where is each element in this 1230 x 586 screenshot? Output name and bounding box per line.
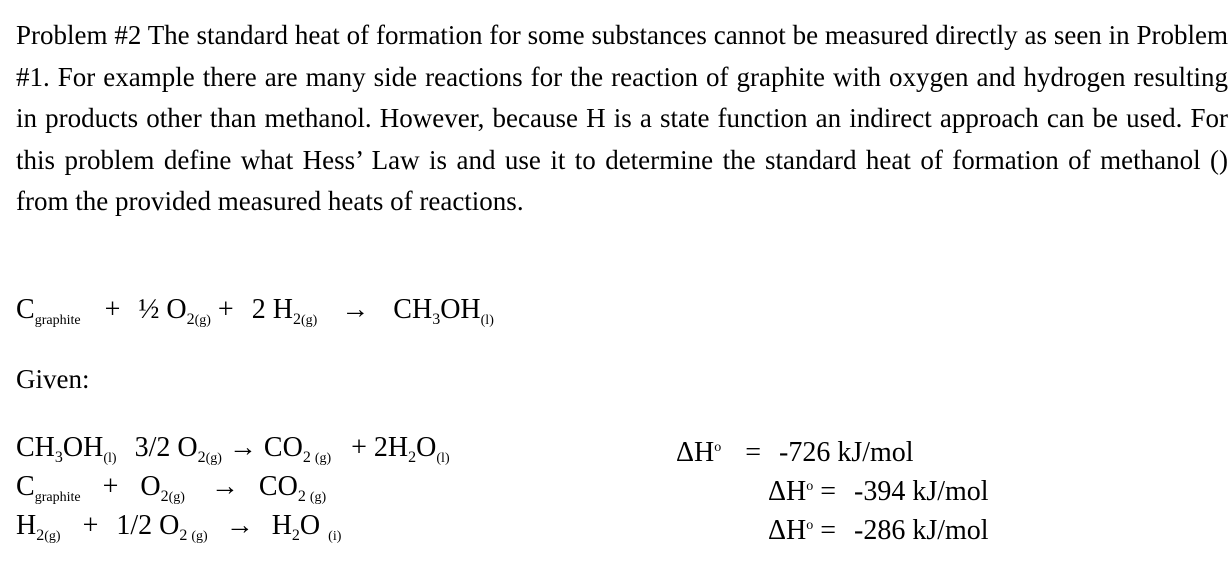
methanol-subscript: 3 [54, 449, 63, 466]
liquid-state: (l) [103, 451, 117, 466]
co2-subscript: 2 [297, 488, 306, 505]
oxygen-subscript: 2 [179, 527, 188, 544]
water-subscript: 2 [408, 449, 417, 466]
reaction-arrow: → [341, 294, 370, 325]
enthalpy-value: -394 kJ/mol [854, 476, 989, 507]
reaction-arrow: → [225, 510, 254, 541]
methanol-oh: OH [440, 294, 481, 325]
gas-state: (g) [309, 490, 327, 505]
gas-state: (g) [205, 451, 222, 466]
gas-state: (g) [168, 490, 185, 505]
plus-sign: + [217, 294, 234, 325]
carbon-symbol: C [16, 294, 35, 325]
carbon-dioxide: CO [258, 471, 298, 502]
water-subscript: 2 [291, 527, 300, 544]
water-o: O [299, 510, 321, 541]
target-reaction [16, 294, 494, 337]
gas-state: (g) [300, 313, 318, 328]
equals-sign: = [820, 476, 837, 507]
gas-state: (g) [314, 451, 332, 466]
two-hydrogen: 2 H [251, 294, 293, 325]
delta-h-label: ΔH [676, 437, 715, 468]
oxygen-subscript: 2 [197, 449, 206, 466]
oxygen: O [140, 471, 161, 502]
delta-h-label: ΔH [768, 476, 807, 507]
reaction-arrow: → [210, 471, 239, 502]
hydrogen-subscript: 2 [292, 311, 301, 328]
given-reaction-3 [16, 510, 341, 553]
given-label: Given: [16, 364, 90, 394]
gas-state: (g) [194, 313, 211, 328]
gas-state: (g) [44, 529, 61, 544]
oxygen-coefficient: 3/2 O [134, 432, 198, 463]
enthalpy-2 [768, 471, 989, 508]
degree-symbol: o [806, 518, 814, 533]
enthalpy-value: -286 kJ/mol [854, 515, 989, 546]
gas-state: (g) [191, 529, 208, 544]
methanol-oh: OH [62, 432, 104, 463]
methanol-ch: CH [393, 294, 433, 325]
graphite-state: graphite [34, 490, 81, 505]
water-coefficient: + 2H [351, 432, 409, 463]
carbon-dioxide: CO [263, 432, 303, 463]
given-reaction-1 [16, 432, 450, 475]
plus-sign: + [82, 510, 99, 541]
enthalpy-value: -726 kJ/mol [779, 437, 914, 468]
water-o: O [416, 432, 437, 463]
equals-sign: = [820, 515, 837, 546]
liquid-state: (l) [436, 451, 450, 466]
plus-sign: + [104, 294, 121, 325]
reaction-arrow: → [228, 432, 257, 463]
graphite-state: graphite [34, 313, 81, 328]
liquid-state: (l) [480, 313, 494, 328]
methanol-ch: CH [16, 432, 55, 463]
state-label: (i) [328, 529, 342, 544]
oxygen-coefficient: 1/2 O [116, 510, 180, 541]
degree-symbol: o [714, 440, 722, 455]
problem-statement: Problem #2 The standard heat of formation for some substances cannot be measured directly as seen in Problem #1. For example there are many side reactions for the reaction of graphite with oxygen and hydrogen resulting in products other than methanol. However, because H is a state function an indirect approach can be used. For this problem define what Hess’ Law is and use it to determine the standard heat of formation of methanol () from the provided measured heats of reactions. [16, 20, 1228, 216]
degree-symbol: o [806, 479, 814, 494]
delta-h-label: ΔH [768, 515, 807, 546]
plus-sign: + [102, 471, 119, 502]
enthalpy-3 [768, 510, 989, 547]
given-reaction-2 [16, 471, 326, 514]
carbon-symbol: C [16, 471, 35, 502]
hydrogen: H [16, 510, 37, 541]
co2-subscript: 2 [302, 449, 311, 466]
hydrogen-subscript: 2 [36, 527, 45, 544]
half-oxygen: ½ O [138, 294, 187, 325]
methanol-subscript: 3 [432, 311, 441, 328]
water-h: H [271, 510, 292, 541]
oxygen-subscript: 2 [160, 488, 169, 505]
oxygen-subscript: 2 [186, 311, 195, 328]
enthalpy-1 [676, 432, 914, 469]
equals-sign: = [745, 437, 762, 468]
